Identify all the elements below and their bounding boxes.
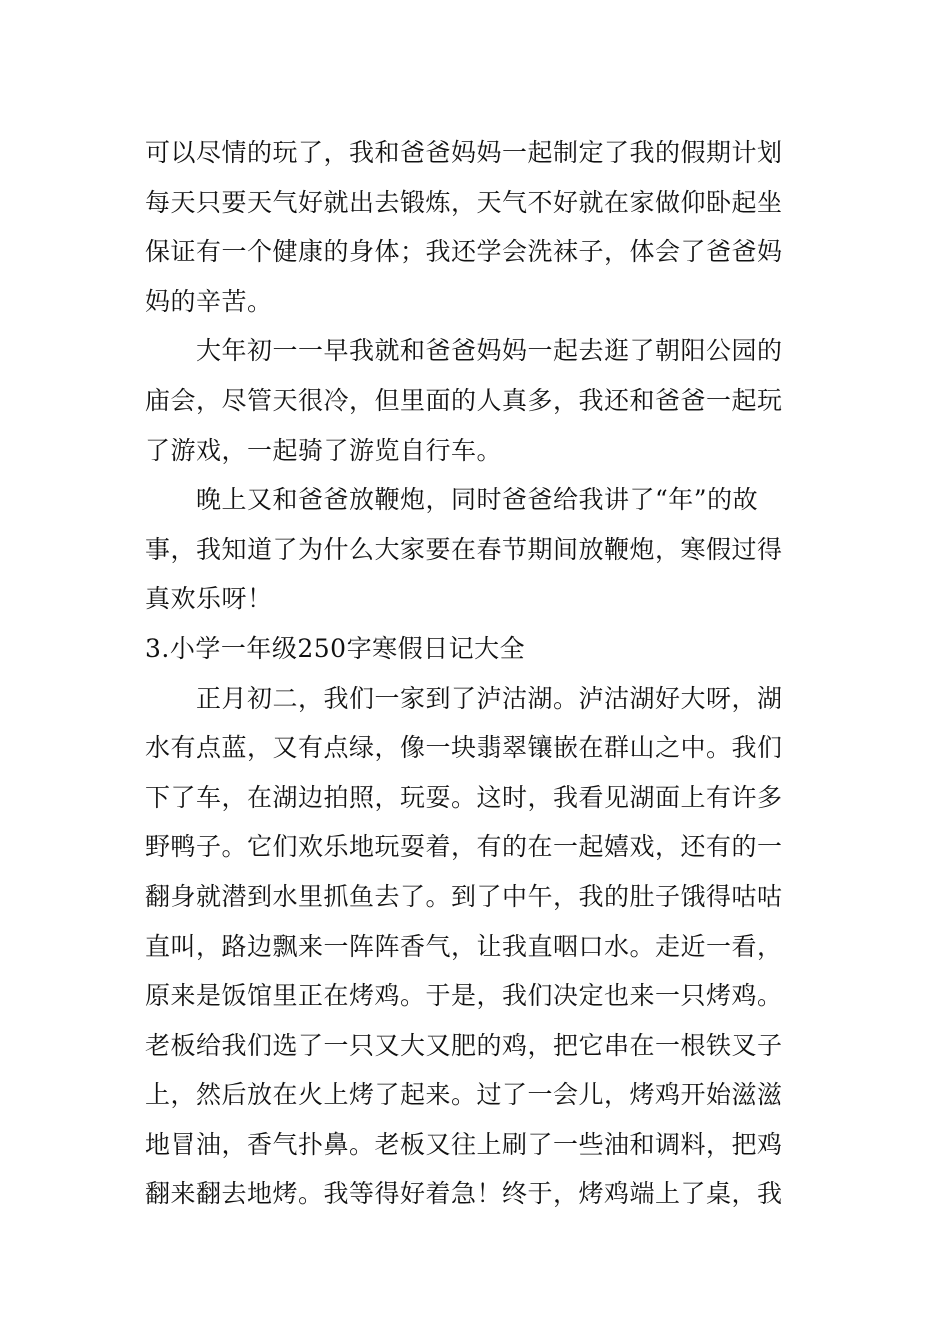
document-body	[145, 128, 810, 1219]
text-line: 翻身就潜到水里抓鱼去了。到了中午，我的肚子饿得咕咕	[145, 881, 783, 911]
text-line: 真欢乐呀！	[145, 584, 273, 614]
text-line: 大年初一一早我就和爸爸妈妈一起去逛了朝阳公园的	[145, 336, 783, 366]
text-line: 老板给我们选了一只又大又肥的鸡，把它串在一根铁叉子	[145, 1030, 783, 1060]
text-line: 翻来翻去地烤。我等得好着急！终于，烤鸡端上了桌，我	[145, 1179, 783, 1209]
text-line: 地冒油，香气扑鼻。老板又往上刷了一些油和调料，把鸡	[145, 1129, 783, 1159]
text-line: 了游戏，一起骑了游览自行车。	[145, 435, 503, 465]
text-line: 每天只要天气好就出去锻炼，天气不好就在家做仰卧起坐	[145, 187, 783, 217]
text-line: 庙会，尽管天很冷，但里面的人真多，我还和爸爸一起玩	[145, 385, 783, 415]
section-heading: 3.小学一年级250字寒假日记大全	[145, 633, 526, 663]
paragraph-3	[145, 475, 810, 624]
text-line: 妈的辛苦。	[145, 286, 273, 316]
text-line: 保证有一个健康的身体；我还学会洗袜子，体会了爸爸妈	[145, 237, 783, 267]
text-line: 正月初二，我们一家到了泸沽湖。泸沽湖好大呀，湖	[145, 683, 783, 713]
text-line: 事，我知道了为什么大家要在春节期间放鞭炮，寒假过得	[145, 534, 783, 564]
text-line: 上，然后放在火上烤了起来。过了一会儿，烤鸡开始滋滋	[145, 1080, 783, 1110]
paragraph-2	[145, 326, 810, 475]
text-line: 水有点蓝，又有点绿，像一块翡翠镶嵌在群山之中。我们	[145, 733, 783, 763]
paragraph-4	[145, 674, 810, 1220]
paragraph-1	[145, 128, 810, 326]
text-line: 晚上又和爸爸放鞭炮，同时爸爸给我讲了“年”的故	[145, 485, 759, 515]
text-line: 可以尽情的玩了，我和爸爸妈妈一起制定了我的假期计划	[145, 138, 783, 167]
text-line: 下了车，在湖边拍照，玩耍。这时，我看见湖面上有许多	[145, 782, 783, 812]
text-line: 原来是饭馆里正在烤鸡。于是，我们决定也来一只烤鸡。	[145, 981, 783, 1011]
text-line: 野鸭子。它们欢乐地玩耍着，有的在一起嬉戏，还有的一	[145, 832, 783, 862]
text-line: 直叫，路边飘来一阵阵香气，让我直咽口水。走近一看，	[145, 931, 783, 961]
